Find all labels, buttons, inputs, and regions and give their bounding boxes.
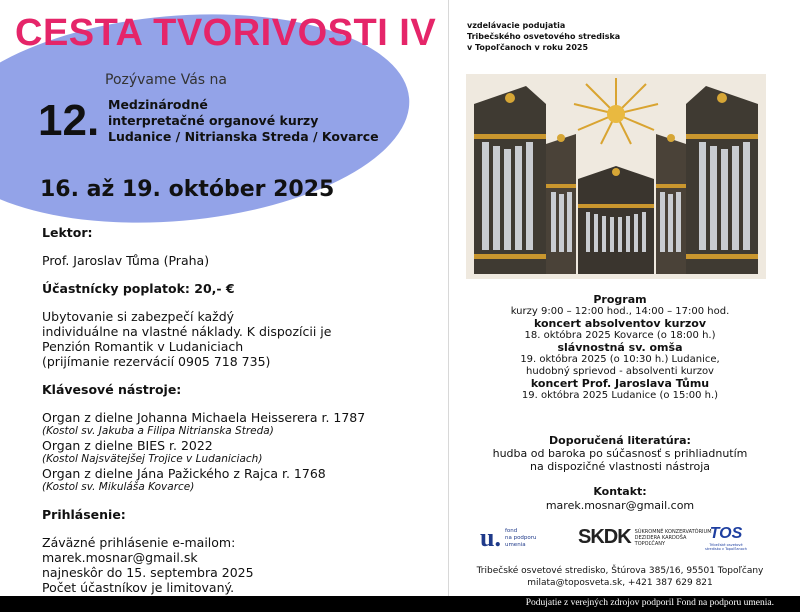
organ-photo xyxy=(466,74,766,279)
tos-logo xyxy=(705,525,747,551)
poster-title: CESTA TVORIVOSTI IV xyxy=(15,12,437,54)
instrument-place: (Kostol sv. Mikuláša Kovarce) xyxy=(42,481,195,493)
instrument-name: Organ z dielne Jána Pažického z Rajca r. 1768 xyxy=(42,466,326,481)
instrument-place: (Kostol sv. Jakuba a Filipa Nitrianska Streda) xyxy=(42,425,274,437)
organizer-line: v Topoľčanoch v roku 2025 xyxy=(467,43,589,52)
course-line: Medzinárodné xyxy=(108,97,208,112)
registration-line: Počet účastníkov je limitovaný. xyxy=(42,580,235,595)
literature-line: na dispozičné vlastnosti nástroja xyxy=(529,460,711,473)
program-heading: Program xyxy=(593,293,647,306)
contact-heading: Kontakt: xyxy=(593,485,647,498)
sponsor-logos xyxy=(480,523,770,557)
literature-section xyxy=(460,434,780,473)
event-dates: 16. až 19. október 2025 xyxy=(40,177,335,202)
registration-line: Záväzné prihlásenie e-mailom: xyxy=(42,535,236,550)
fund-logo-mark: u. xyxy=(480,523,501,552)
event-detail: hudobný sprievod - absolventi kurzov xyxy=(526,366,714,377)
column-divider xyxy=(448,0,449,596)
fund-logo-text: fond na podporu umenia xyxy=(504,527,537,548)
literature-heading: Doporučená literatúra: xyxy=(549,434,691,447)
registration-heading: Prihlásenie: xyxy=(42,507,126,522)
tos-logo-mark: TOS xyxy=(709,525,743,542)
organizer-line: Tribečského osvetového strediska xyxy=(467,32,621,41)
fee-heading: Účastnícky poplatok: 20,- € xyxy=(42,281,235,296)
event-title: slávnostná sv. omša xyxy=(557,341,683,354)
footer-text: Podujatie z verejných zdrojov podporil Fond na podporu umenia. xyxy=(525,598,774,608)
lector-heading: Lektor: xyxy=(42,225,93,240)
event-title: koncert absolventov kurzov xyxy=(533,317,707,330)
contact-email[interactable]: marek.mosnar@gmail.com xyxy=(545,499,695,512)
registration-line: najneskôr do 15. septembra 2025 xyxy=(42,565,254,580)
accommodation-line: Ubytovanie si zabezpečí každý xyxy=(42,309,235,324)
accommodation-line: individuálne na vlastné náklady. K dispozícii je xyxy=(42,324,332,339)
tos-logo-text: Tribečské osvetové stredisko v Topoľčanoch xyxy=(705,543,747,551)
info-section xyxy=(42,225,422,595)
course-name xyxy=(108,97,379,145)
instrument-name: Organ z dielne BIES r. 2022 xyxy=(42,438,213,453)
course-line: interpretačné organové kurzy xyxy=(108,113,319,128)
conservatory-logo-mark: SKDK xyxy=(578,526,631,548)
program-hours: kurzy 9:00 – 12:00 hod., 14:00 – 17:00 hod. xyxy=(510,306,730,317)
accommodation-line: Penzión Romantik v Ludaniciach xyxy=(42,339,244,354)
instrument-place: (Kostol Najsvätejšej Trojice v Ludaniciach) xyxy=(42,453,263,465)
instrument-name: Organ z dielne Johanna Michaela Heisserera r. 1787 xyxy=(42,410,366,425)
course-line: Ludanice / Nitrianska Streda / Kovarce xyxy=(108,129,379,144)
event-detail: 18. októbra 2025 Kovarce (o 18:00 h.) xyxy=(524,330,716,341)
instruments-heading: Klávesové nástroje: xyxy=(42,382,182,397)
address-block xyxy=(460,565,780,589)
conservatory-logo xyxy=(578,526,712,549)
contact-section xyxy=(460,485,780,513)
address-line: Tribečské osvetové stredisko, Štúrova 385/16, 95501 Topoľčany xyxy=(476,566,764,576)
invite-text: Pozývame Vás na xyxy=(105,72,227,88)
accommodation-line: (prijímanie rezervácií 0905 718 735) xyxy=(42,354,271,369)
literature-line: hudba od baroka po súčasnosť s prihliadnutím xyxy=(492,447,748,460)
event-title: koncert Prof. Jaroslava Tůmu xyxy=(530,377,710,390)
edition-number: 12. xyxy=(38,96,100,145)
program-section xyxy=(460,294,780,402)
address-contact-line: milata@toposveta.sk, +421 387 629 821 xyxy=(527,578,713,588)
lector-name: Prof. Jaroslav Tůma (Praha) xyxy=(42,253,210,268)
registration-email[interactable]: marek.mosnar@gmail.sk xyxy=(42,550,198,565)
organ-illustration xyxy=(466,74,766,279)
event-detail: 19. októbra 2025 Ludanice (o 15:00 h.) xyxy=(521,390,719,401)
footer-bar xyxy=(0,596,800,612)
organizer-line: vzdelávacie podujatia xyxy=(467,21,566,30)
fund-logo xyxy=(480,523,537,553)
conservatory-logo-text: SÚKROMNÉ KONZERVATÓRIUM DEZIDERA KARDOŠA TOPOĽČANY xyxy=(634,528,712,547)
organizer-heading xyxy=(467,20,620,53)
event-detail: 19. októbra 2025 (o 10:30 h.) Ludanice, xyxy=(520,354,720,365)
